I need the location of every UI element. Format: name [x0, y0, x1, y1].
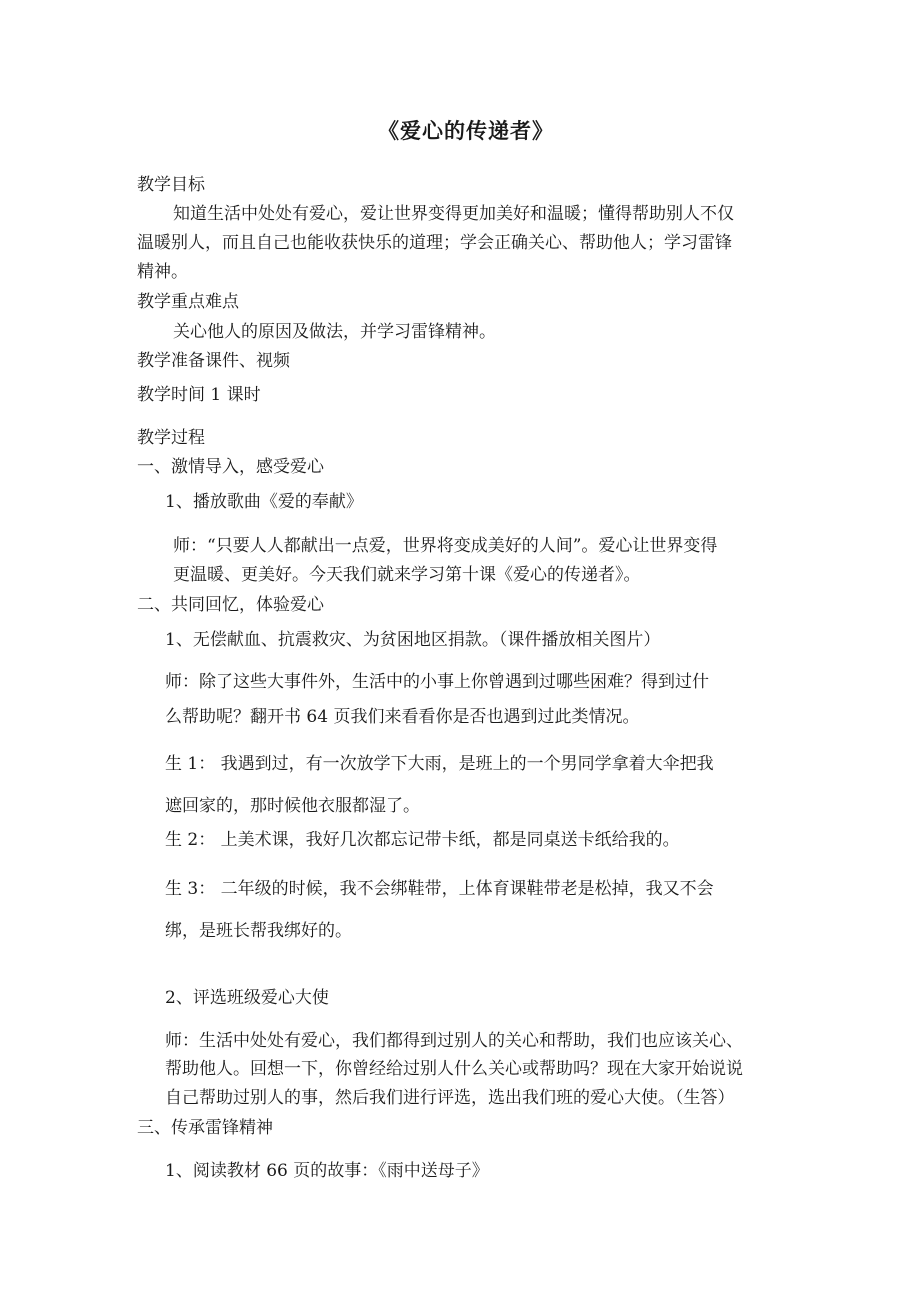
list-item: 1、无偿献血、抗震救灾、为贫困地区捐款。（课件播放相关图片） — [165, 630, 661, 650]
paragraph-line: 么帮助呢？翻开书 64 页我们来看看你是否也遇到过此类情况。 — [165, 707, 640, 727]
heading-teaching-time: 教学时间 1 课时 — [137, 385, 261, 405]
paragraph-line: 遮回家的，那时候他衣服都湿了。 — [165, 796, 420, 816]
paragraph-line: 温暖别人，而且自己也能收获快乐的道理；学会正确关心、帮助他人；学习雷锋 — [137, 233, 732, 253]
section-heading-2: 二、共同回忆，体验爱心 — [137, 595, 324, 615]
document-title: 《爱心的传递者》 — [378, 119, 554, 143]
heading-key-points: 教学重点难点 — [137, 292, 239, 312]
paragraph-line: 自己帮助过别人的事，然后我们进行评选，选出我们班的爱心大使。（生答） — [165, 1088, 735, 1108]
heading-teaching-process: 教学过程 — [137, 428, 205, 448]
paragraph-line: 关心他人的原因及做法，并学习雷锋精神。 — [173, 322, 496, 342]
list-item: 1、播放歌曲《爱的奉献》 — [165, 492, 363, 512]
paragraph-line: 知道生活中处处有爱心，爱让世界变得更加美好和温暖；懂得帮助别人不仅 — [173, 204, 734, 224]
student-answer-2: 生 2： 上美术课，我好几次都忘记带卡纸，都是同桌送卡纸给我的。 — [165, 830, 680, 850]
paragraph-line: 更温暖、更美好。今天我们就来学习第十课《爱心的传递者》。 — [173, 565, 641, 585]
heading-preparation: 教学准备课件、视频 — [137, 351, 290, 371]
paragraph-line: 帮助他人。回想一下，你曾经给过别人什么关心或帮助吗？现在大家开始说说 — [165, 1059, 743, 1079]
paragraph-line: 精神。 — [137, 262, 188, 282]
list-item: 2、评选班级爱心大使 — [165, 988, 329, 1008]
paragraph-line: 师：“只要人人都献出一点爱，世界将变成美好的人间”。爱心让世界变得 — [173, 536, 718, 556]
student-answer-1: 生 1： 我遇到过，有一次放学下大雨，是班上的一个男同学拿着大伞把我 — [165, 754, 714, 774]
student-answer-3: 生 3： 二年级的时候，我不会绑鞋带，上体育课鞋带老是松掉，我又不会 — [165, 879, 714, 899]
section-heading-1: 一、激情导入，感受爱心 — [137, 457, 324, 477]
paragraph-line: 师：生活中处处有爱心，我们都得到过别人的关心和帮助，我们也应该关心、 — [165, 1031, 743, 1051]
paragraph-line: 绑，是班长帮我绑好的。 — [165, 921, 352, 941]
paragraph-line: 师：除了这些大事件外，生活中的小事上你曾遇到过哪些困难？得到过什 — [165, 672, 709, 692]
section-heading-3: 三、传承雷锋精神 — [137, 1118, 273, 1138]
heading-teaching-goals: 教学目标 — [137, 175, 205, 195]
list-item: 1、阅读教材 66 页的故事：《雨中送母子》 — [165, 1161, 489, 1181]
